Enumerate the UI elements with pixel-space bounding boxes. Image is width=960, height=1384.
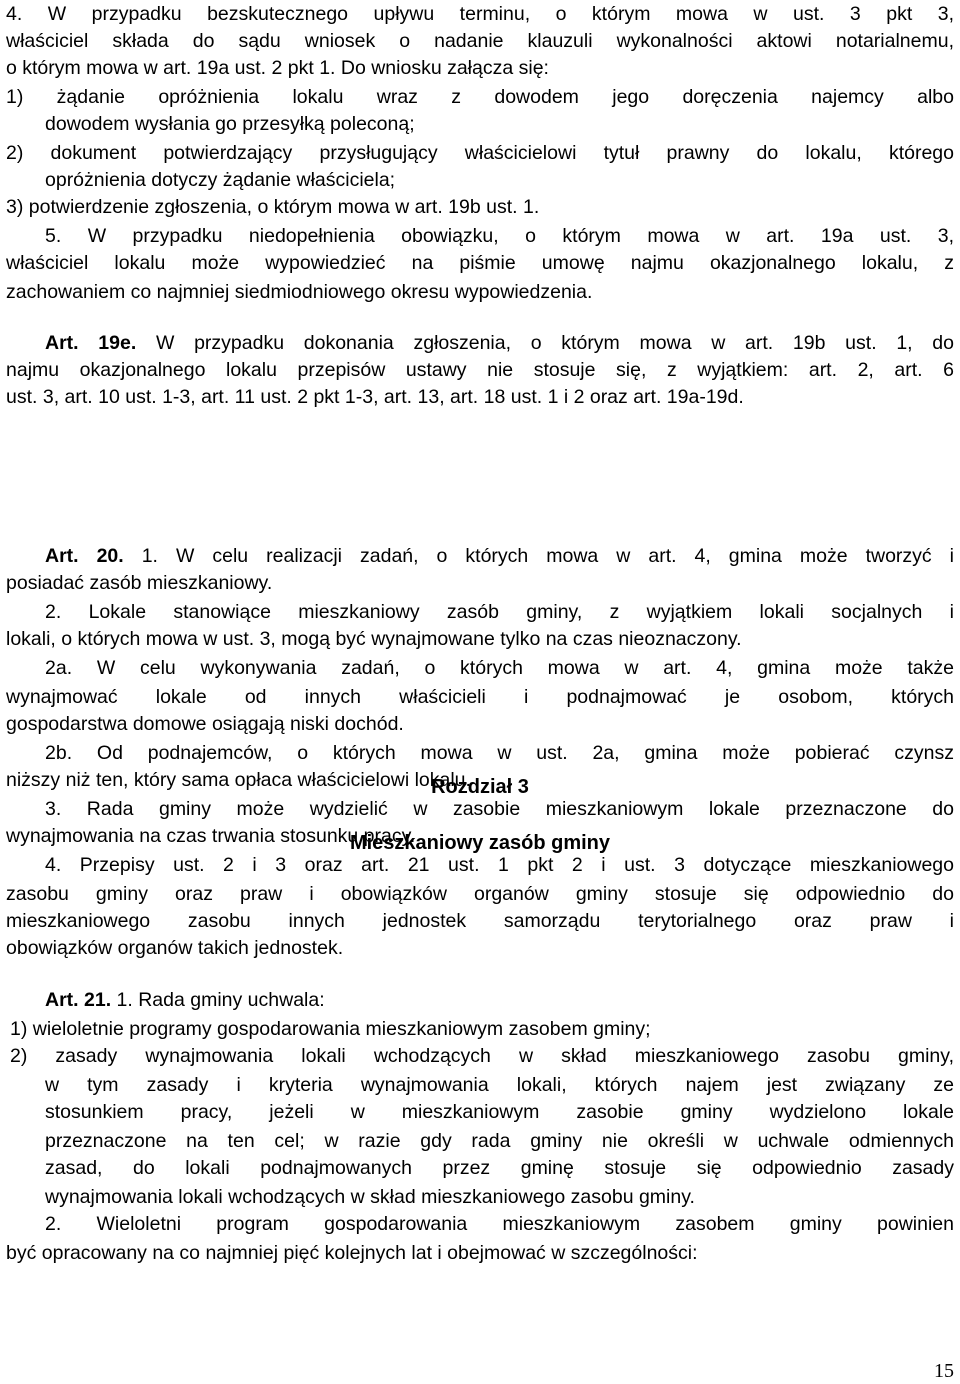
- text-line: niższy niż ten, który sama opłaca właścicielowi lokalu.: [6, 769, 471, 791]
- article-number: Art. 20.: [45, 545, 124, 567]
- text-line: właściciel składa do sądu wniosek o nadanie klauzuli wykonalności aktowi notarialnemu,: [6, 30, 954, 52]
- text-line: wynajmować lokale od innych właścicieli i podnajmować je osobom, których: [6, 686, 954, 708]
- text-line: najmu okazjonalnego lokalu przepisów ustawy nie stosuje się, z wyjątkiem: art. 2, art. 6: [6, 359, 954, 381]
- text-line: [45, 543, 954, 569]
- article-number: Art. 21.: [45, 989, 112, 1011]
- text-line: zachowaniem co najmniej siedmiodniowego okresu wypowiedzenia.: [6, 281, 593, 303]
- text-line: mieszkaniowego zasobu innych jednostek samorządu terytorialnego oraz praw i: [6, 910, 954, 932]
- text-line: stosunkiem pracy, jeżeli w mieszkaniowym zasobie gminy wydzielono lokale: [45, 1101, 954, 1123]
- text-line: lokali, o których mowa w ust. 3, mogą być wynajmowane tylko na czas nieoznaczony.: [6, 628, 742, 650]
- text-line: właściciel lokalu może wypowiedzieć na piśmie umowę najmu okazjonalnego lokalu, z: [6, 252, 954, 274]
- text-line: być opracowany na co najmniej pięć kolejnych lat i obejmować w szczególności:: [6, 1242, 698, 1264]
- text-line: posiadać zasób mieszkaniowy.: [6, 572, 273, 594]
- text-line: ust. 3, art. 10 ust. 1-3, art. 11 ust. 2 pkt 1-3, art. 13, art. 18 ust. 1 i 2 oraz art. 19a-19d.: [6, 386, 744, 408]
- text-line: 2) dokument potwierdzający przysługujący właścicielowi tytuł prawny do lokalu, którego: [6, 142, 954, 164]
- article-text: 1. W celu realizacji zadań, o których mowa w art. 4, gmina może tworzyć i: [123, 545, 955, 567]
- text-line: wynajmowania lokali wchodzących w skład mieszkaniowego zasobu gminy.: [45, 1186, 695, 1208]
- text-line: zasad, do lokali podnajmowanych przez gminę stosuje się odpowiednio zasady: [45, 1157, 954, 1179]
- text-line: opróżnienia dotyczy żądanie właściciela;: [45, 169, 396, 191]
- text-line: gospodarstwa domowe osiągają niski dochód.: [6, 713, 404, 735]
- article-text: W przypadku dokonania zgłoszenia, o którym mowa w art. 19b ust. 1, do: [136, 332, 954, 354]
- text-line: obowiązków organów takich jednostek.: [6, 937, 344, 959]
- text-line: w tym zasady i kryteria wynajmowania lokali, których najem jest związany ze: [45, 1074, 954, 1096]
- text-line: 4. Przepisy ust. 2 i 3 oraz art. 21 ust. 1 pkt 2 i ust. 3 dotyczące mieszkaniowego: [45, 854, 954, 876]
- text-line: wynajmowania na czas trwania stosunku pracy.: [6, 825, 416, 847]
- text-line: zasobu gminy oraz praw i obowiązków organów gminy stosuje się odpowiednio do: [6, 883, 954, 905]
- chapter-title: Mieszkaniowy zasób gminy: [349, 832, 611, 854]
- text-line: 2. Wieloletni program gospodarowania mieszkaniowym zasobem gminy powinien: [45, 1213, 954, 1235]
- page-number: 15: [934, 1360, 954, 1382]
- text-line: 2a. W celu wykonywania zadań, o których mowa w art. 4, gmina może także: [45, 657, 954, 679]
- text-line: 1) żądanie opróżnienia lokalu wraz z dowodem jego doręczenia najemcy albo: [6, 86, 954, 108]
- text-line: 3. Rada gminy może wydzielić w zasobie mieszkaniowym lokale przeznaczone do: [45, 798, 954, 820]
- text-line: [45, 330, 954, 356]
- text-line: 2b. Od podnajemców, o których mowa w ust. 2a, gmina może pobierać czynsz: [45, 742, 954, 764]
- text-line: 4. W przypadku bezskutecznego upływu terminu, o którym mowa w ust. 3 pkt 3,: [6, 3, 954, 25]
- text-line: 3) potwierdzenie zgłoszenia, o którym mowa w art. 19b ust. 1.: [6, 196, 540, 218]
- text-line: 5. W przypadku niedopełnienia obowiązku, o którym mowa w art. 19a ust. 3,: [45, 225, 954, 247]
- text-line: [45, 987, 325, 1013]
- article-text: 1. Rada gminy uchwala:: [111, 989, 325, 1011]
- text-line: dowodem wysłania go przesyłką poleconą;: [45, 113, 415, 135]
- text-line: o którym mowa w art. 19a ust. 2 pkt 1. Do wniosku załącza się:: [6, 57, 549, 79]
- chapter-heading: Rozdział 3: [431, 776, 529, 798]
- text-line: 2. Lokale stanowiące mieszkaniowy zasób gminy, z wyjątkiem lokali socjalnych i: [45, 601, 954, 623]
- article-number: Art. 19e.: [45, 332, 137, 354]
- text-line: 2) zasady wynajmowania lokali wchodzących w skład mieszkaniowego zasobu gminy,: [10, 1045, 954, 1067]
- text-line: 1) wieloletnie programy gospodarowania mieszkaniowym zasobem gminy;: [10, 1018, 651, 1040]
- text-line: przeznaczone na ten cel; w razie gdy rada gminy nie określi w uchwale odmiennych: [45, 1130, 954, 1152]
